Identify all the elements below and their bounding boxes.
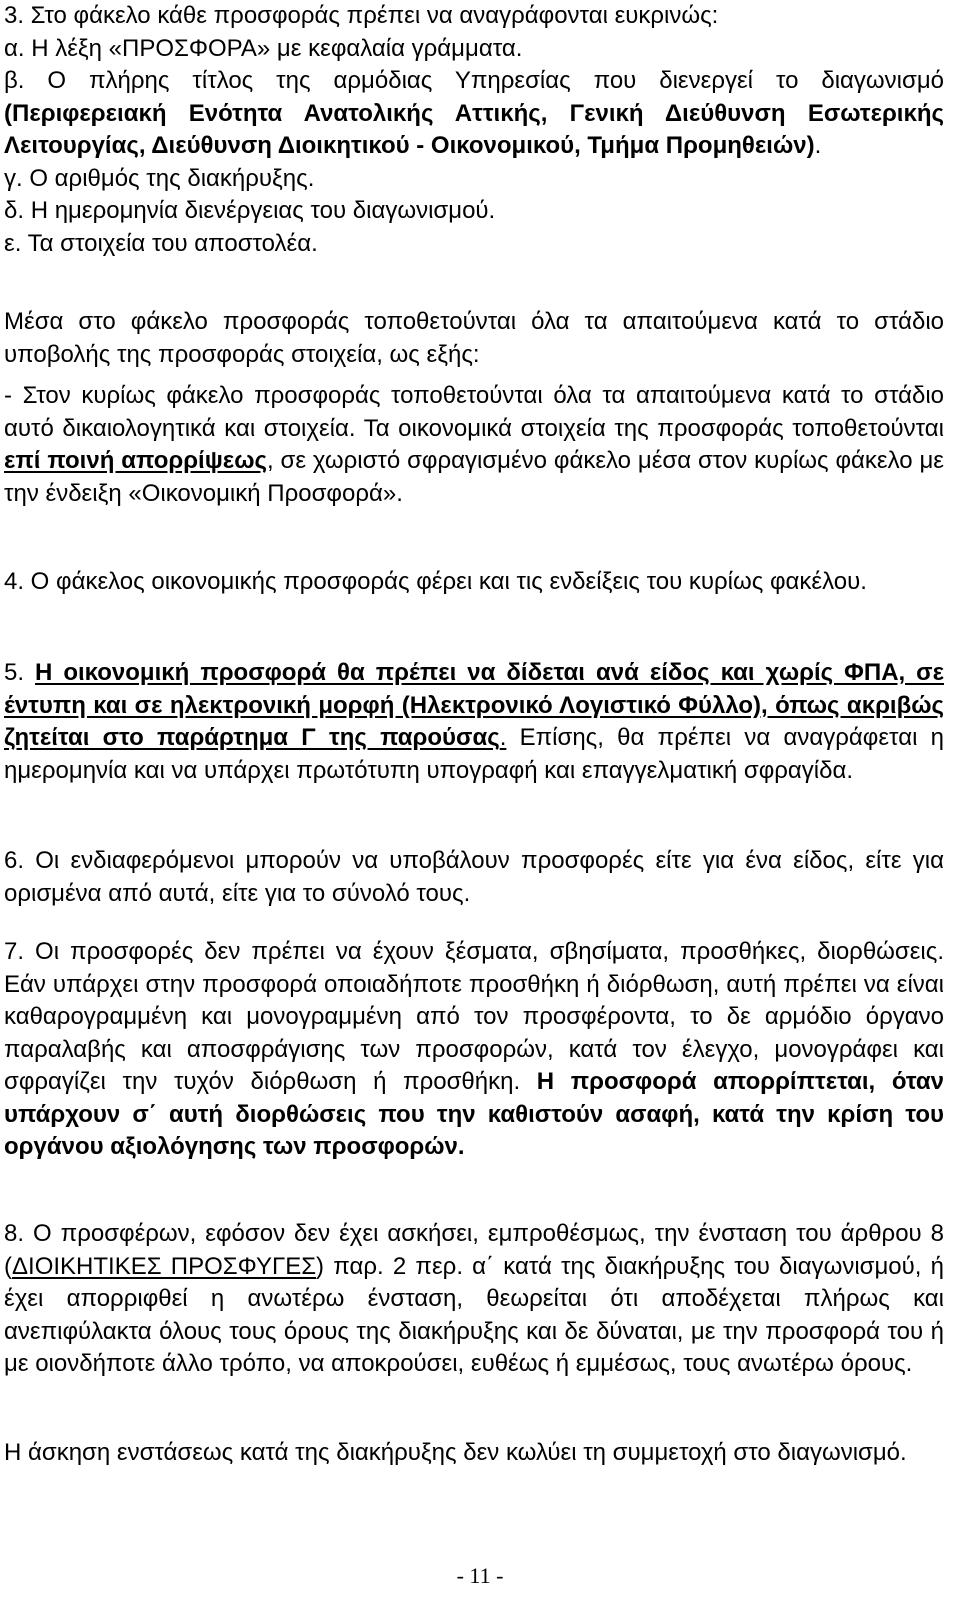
item-3-b-service-title: (Περιφερειακή Ενότητα Ανατολικής Αττικής, Γενική Διεύθυνση Εσωτερικής Λειτουργίας, Διεύθυνση Διοικητικού - Οικονομικού, Τμήμα Προμηθειών) [4, 99, 944, 159]
item-7-text: 7. Οι προσφορές δεν πρέπει να έχουν ξέσματα, σβησίματα, προσθήκες, διορθώσεις. Εάν υπάρχει στην προσφορά οποιαδήποτε προσθήκη ή διόρθωση, αυτή πρέπει να είναι καθαρογραμμένη και μονογραμμένη από τον προσφέροντα, το δε αρμόδιο όργανο παραλαβής και αποσφράγισης των προσφορών, κατά τον έλεγχο, μονογράφει και σφραγίζει την τυχόν διόρθωση ή προσθήκη. [4, 938, 944, 1095]
item-5-dot: . [499, 724, 507, 751]
item-5-rest: Επίσης, θα πρέπει να αναγράφεται η ημερομηνία και να υπάρχει πρωτότυπη υπογραφή και επαγγελματική σφραγίδα. [4, 724, 945, 784]
item-4: 4. Ο φάκελος οικονομικής προσφοράς φέρει και τις ενδείξεις του κυρίως φακέλου. [4, 568, 867, 595]
item-7-bold: Η προσφορά απορρίπτεται, όταν υπάρχουν σ΄ αυτή διορθώσεις που την καθιστούν ασαφή, κατά την κρίση του οργάνου αξιολόγησης των προσφορών. [4, 1068, 944, 1160]
item-8-text-2: ) παρ. 2 περ. α΄ κατά της διακήρυξης του διαγωνισμού, ή έχει απορριφθεί η ανωτέρω ένσταση, θεωρείται ότι αποδέχεται πλήρως και ανεπιφύλακτα όλους τους όρους της διακήρυξης και δε δύναται, με την προσφορά του ή με οιονδήποτε άλλο τρόπο, να αποκρούσει, ευθέως ή εμμέσως, τους ανωτέρω όρους. [4, 1252, 944, 1377]
item-8-underlined: ΔΙΟΙΚΗΤΙΚΕΣ ΠΡΟΣΦΥΓΕΣ [12, 1252, 317, 1280]
main-envelope-emphasis: επί ποινή απορρίψεως [4, 447, 267, 474]
item-3-intro: 3. Στο φάκελο κάθε προσφοράς πρέπει να αναγράφονται ευκρινώς: [4, 2, 719, 29]
item-3-b-prefix: β. Ο πλήρης τίτλος της αρμόδιας Υπηρεσίας που διενεργεί το διαγωνισμό [4, 67, 944, 94]
item-6: 6. Οι ενδιαφερόμενοι μπορούν να υποβάλουν προσφορές είτε για ένα είδος, είτε για ορισμένα από αυτά, είτε για το σύνολό τους. [4, 847, 944, 907]
main-envelope-paragraph [4, 380, 944, 510]
main-envelope-text-2: , σε χωριστό σφραγισμένο φάκελο μέσα στον κυρίως φάκελο με την ένδειξη «Οικονομική Προσφορά». [4, 447, 944, 507]
item-3-a: α. Η λέξη «ΠΡΟΣΦΟΡΑ» με κεφαλαία γράμματα. [4, 34, 523, 62]
item-3-b [4, 65, 944, 163]
objection-paragraph: Η άσκηση ενστάσεως κατά της διακήρυξης δεν κωλύει τη συμμετοχή στο διαγωνισμό. [4, 1439, 907, 1466]
item-5-number: 5. [4, 659, 36, 686]
page-number: - 11 - [456, 1563, 504, 1588]
envelope-paragraph: Μέσα στο φάκελο προσφοράς τοποθετούνται όλα τα απαιτούμενα κατά το στάδιο υποβολής της προσφοράς στοιχεία, ως εξής: [4, 308, 944, 368]
main-envelope-text-1: - Στον κυρίως φάκελο προσφοράς τοποθετούνται όλα τα απαιτούμενα κατά το στάδιο αυτό δικαιολογητικά και στοιχεία. Τα οικονομικά στοιχεία της προσφοράς τοποθετούνται [4, 382, 944, 442]
item-8-text-1: 8. Ο προσφέρων, εφόσον δεν έχει ασκήσει, εμπροθέσμως, την ένσταση του άρθρου 8 ( [4, 1220, 944, 1280]
item-8 [4, 1218, 944, 1381]
item-5 [4, 657, 944, 787]
item-7 [4, 936, 944, 1164]
item-5-bold-underlined: Η οικονομική προσφορά θα πρέπει να δίδεται ανά είδος και χωρίς ΦΠΑ, σε έντυπη και σε ηλεκτρονική μορφή (Ηλεκτρονικό Λογιστικό Φύλλο), όπως ακριβώς ζητείται στο παράρτημα Γ της παρούσας [4, 659, 944, 751]
item-3-b-suffix: . [814, 132, 822, 159]
item-3-block [4, 0, 944, 260]
item-3-e: ε. Τα στοιχεία του αποστολέα. [4, 229, 318, 257]
item-3-d: δ. Η ημερομηνία διενέργειας του διαγωνισμού. [4, 197, 496, 224]
item-3-c: γ. Ο αριθμός της διακήρυξης. [4, 164, 315, 192]
